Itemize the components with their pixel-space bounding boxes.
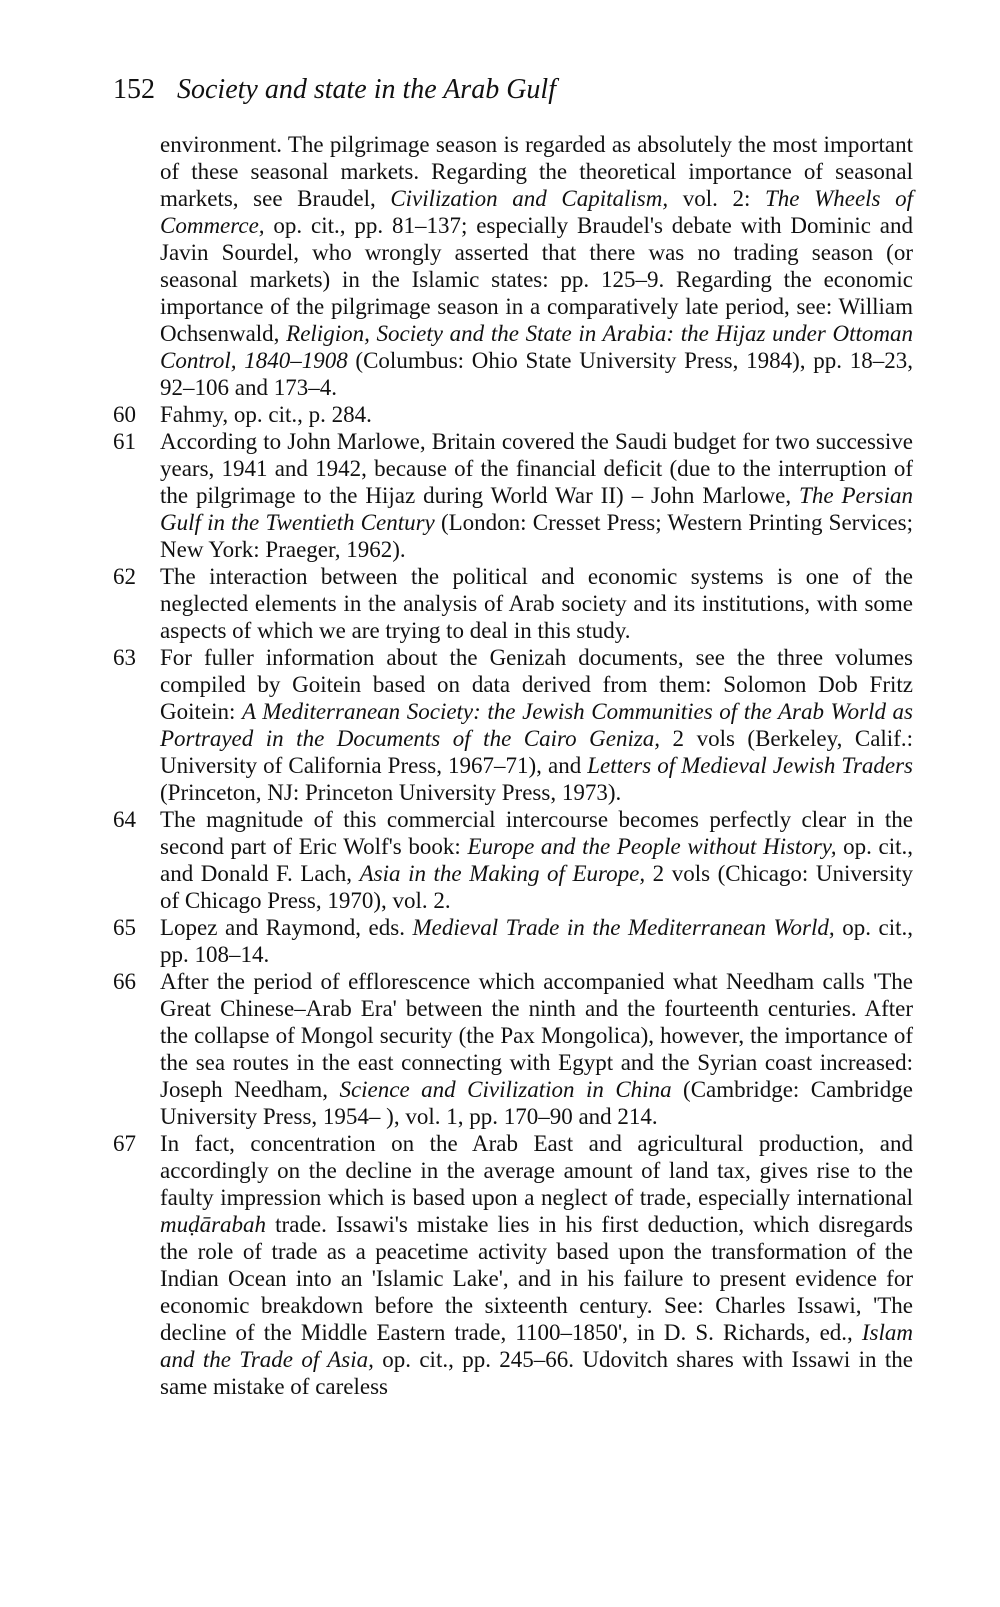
note-text: op. cit., pp. 245–66. Udovitch shares with Issawi in the same mistake of careless [160, 1347, 913, 1399]
note-number: 67 [113, 1131, 136, 1156]
note-title: muḍārabah [160, 1212, 267, 1237]
note-text: The magnitude of this commercial intercourse becomes perfectly clear in the second part of Eric Wolf's book: [160, 807, 913, 859]
note-number: 65 [113, 915, 136, 940]
note-title: The Persian Gulf in the Twentieth Century [160, 483, 913, 535]
note-text: In fact, concentration on the Arab East and agricultural production, and accordingly on the decline in the average amount of land tax, gives rise to the faulty impression which is based upon a neglect of trade, especially international [160, 1131, 913, 1210]
note-title: Europe and the People without History, [467, 834, 837, 859]
note-text: op. cit., pp. 81–137; especially Braudel's debate with Dominic and Javin Sourdel, who wrongly asserted that there was no trading season (or seasonal markets) in the Islamic states: pp. 125–9. Regarding the economic importance of the pilgrimage season in a comparatively late period, see: William Ochsenwald, [160, 213, 913, 346]
endnote-61 [113, 428, 913, 563]
running-title: Society and state in the Arab Gulf [177, 74, 556, 105]
endnote-65 [113, 914, 913, 968]
note-text: 2 vols (Berkeley, Calif.: University of California Press, 1967–71), and [160, 726, 913, 778]
note-title: Civilization and Capitalism, [390, 186, 669, 211]
note-text: (Columbus: Ohio State University Press, 1984), pp. 18–23, 92–106 and 173–4. [160, 348, 913, 400]
endnote-60 [113, 401, 913, 428]
note-text: Fahmy, op. cit., p. 284. [160, 402, 372, 427]
note-text: environment. The pilgrimage season is regarded as absolutely the most important of these seasonal markets. Regarding the theoretical importance of seasonal markets, see Braudel, [160, 132, 913, 211]
endnote-continued [113, 131, 913, 401]
note-number: 64 [113, 807, 136, 832]
note-text: vol. 2: [668, 186, 765, 211]
note-text: The interaction between the political and economic systems is one of the neglected elements in the analysis of Arab society and its institutions, with some aspects of which we are trying to deal in this study. [160, 564, 913, 643]
note-number: 61 [113, 429, 136, 454]
endnote-63 [113, 644, 913, 806]
note-number: 62 [113, 564, 136, 589]
note-text: (Princeton, NJ: Princeton University Press, 1973). [160, 780, 622, 805]
note-title: Medieval Trade in the Mediterranean World, [412, 915, 835, 940]
page-number: 152 [113, 74, 155, 105]
note-text: (Cambridge: Cambridge University Press, 1954– ), vol. 1, pp. 170–90 and 214. [160, 1077, 913, 1129]
note-text: After the period of efflorescence which accompanied what Needham calls 'The Great Chinese–Arab Era' between the ninth and the fourteenth centuries. After the collapse of Mongol security (the Pax Mongolica), however, the importance of the sea routes in the east connecting with Egypt and the Syrian coast increased: Joseph Needham, [160, 969, 913, 1102]
note-number: 66 [113, 969, 136, 994]
endnote-64 [113, 806, 913, 914]
note-number: 60 [113, 402, 136, 427]
note-title: Islam and the Trade of Asia, [160, 1320, 913, 1372]
endnotes [113, 131, 913, 1400]
note-text: According to John Marlowe, Britain covered the Saudi budget for two successive years, 1941 and 1942, because of the financial deficit (due to the interruption of the pilgrimage to the Hijaz during World War II) – John Marlowe, [160, 429, 913, 508]
note-text: (London: Cresset Press; Western Printing Services; New York: Praeger, 1962). [160, 510, 913, 562]
note-text: Lopez and Raymond, eds. [160, 915, 413, 940]
note-title: Letters of Medieval Jewish Traders [587, 753, 914, 778]
endnote-66 [113, 968, 913, 1130]
note-text: op. cit., and Donald F. Lach, [160, 834, 913, 886]
endnote-62 [113, 563, 913, 644]
running-header [113, 74, 556, 106]
note-title: Asia in the Making of Europe, [359, 861, 646, 886]
endnote-67 [113, 1130, 913, 1400]
note-text: For fuller information about the Genizah documents, see the three volumes compiled by Goitein based on data derived from them: Solomon Dob Fritz Goitein: [160, 645, 913, 724]
note-title: Religion, Society and the State in Arabia: the Hijaz under Ottoman Control, 1840–1908 [160, 321, 914, 373]
note-text: 2 vols (Chicago: University of Chicago Press, 1970), vol. 2. [160, 861, 913, 913]
note-title: The Wheels of Commerce, [160, 186, 914, 238]
note-number: 63 [113, 645, 136, 670]
note-text: trade. Issawi's mistake lies in his first deduction, which disregards the role of trade as a peacetime activity based upon the transformation of the Indian Ocean into an 'Islamic Lake', and in his failure to present evidence for economic breakdown before the sixteenth century. See: Charles Issawi, 'The decline of the Middle Eastern trade, 1100–1850', in D. S. Richards, ed., [160, 1212, 913, 1345]
note-title: A Mediterranean Society: the Jewish Communities of the Arab World as Portrayed in the Documents of the Cairo Geniza, [160, 699, 913, 751]
note-title: Science and Civilization in China [339, 1077, 672, 1102]
note-text: op. cit., pp. 108–14. [160, 915, 913, 967]
